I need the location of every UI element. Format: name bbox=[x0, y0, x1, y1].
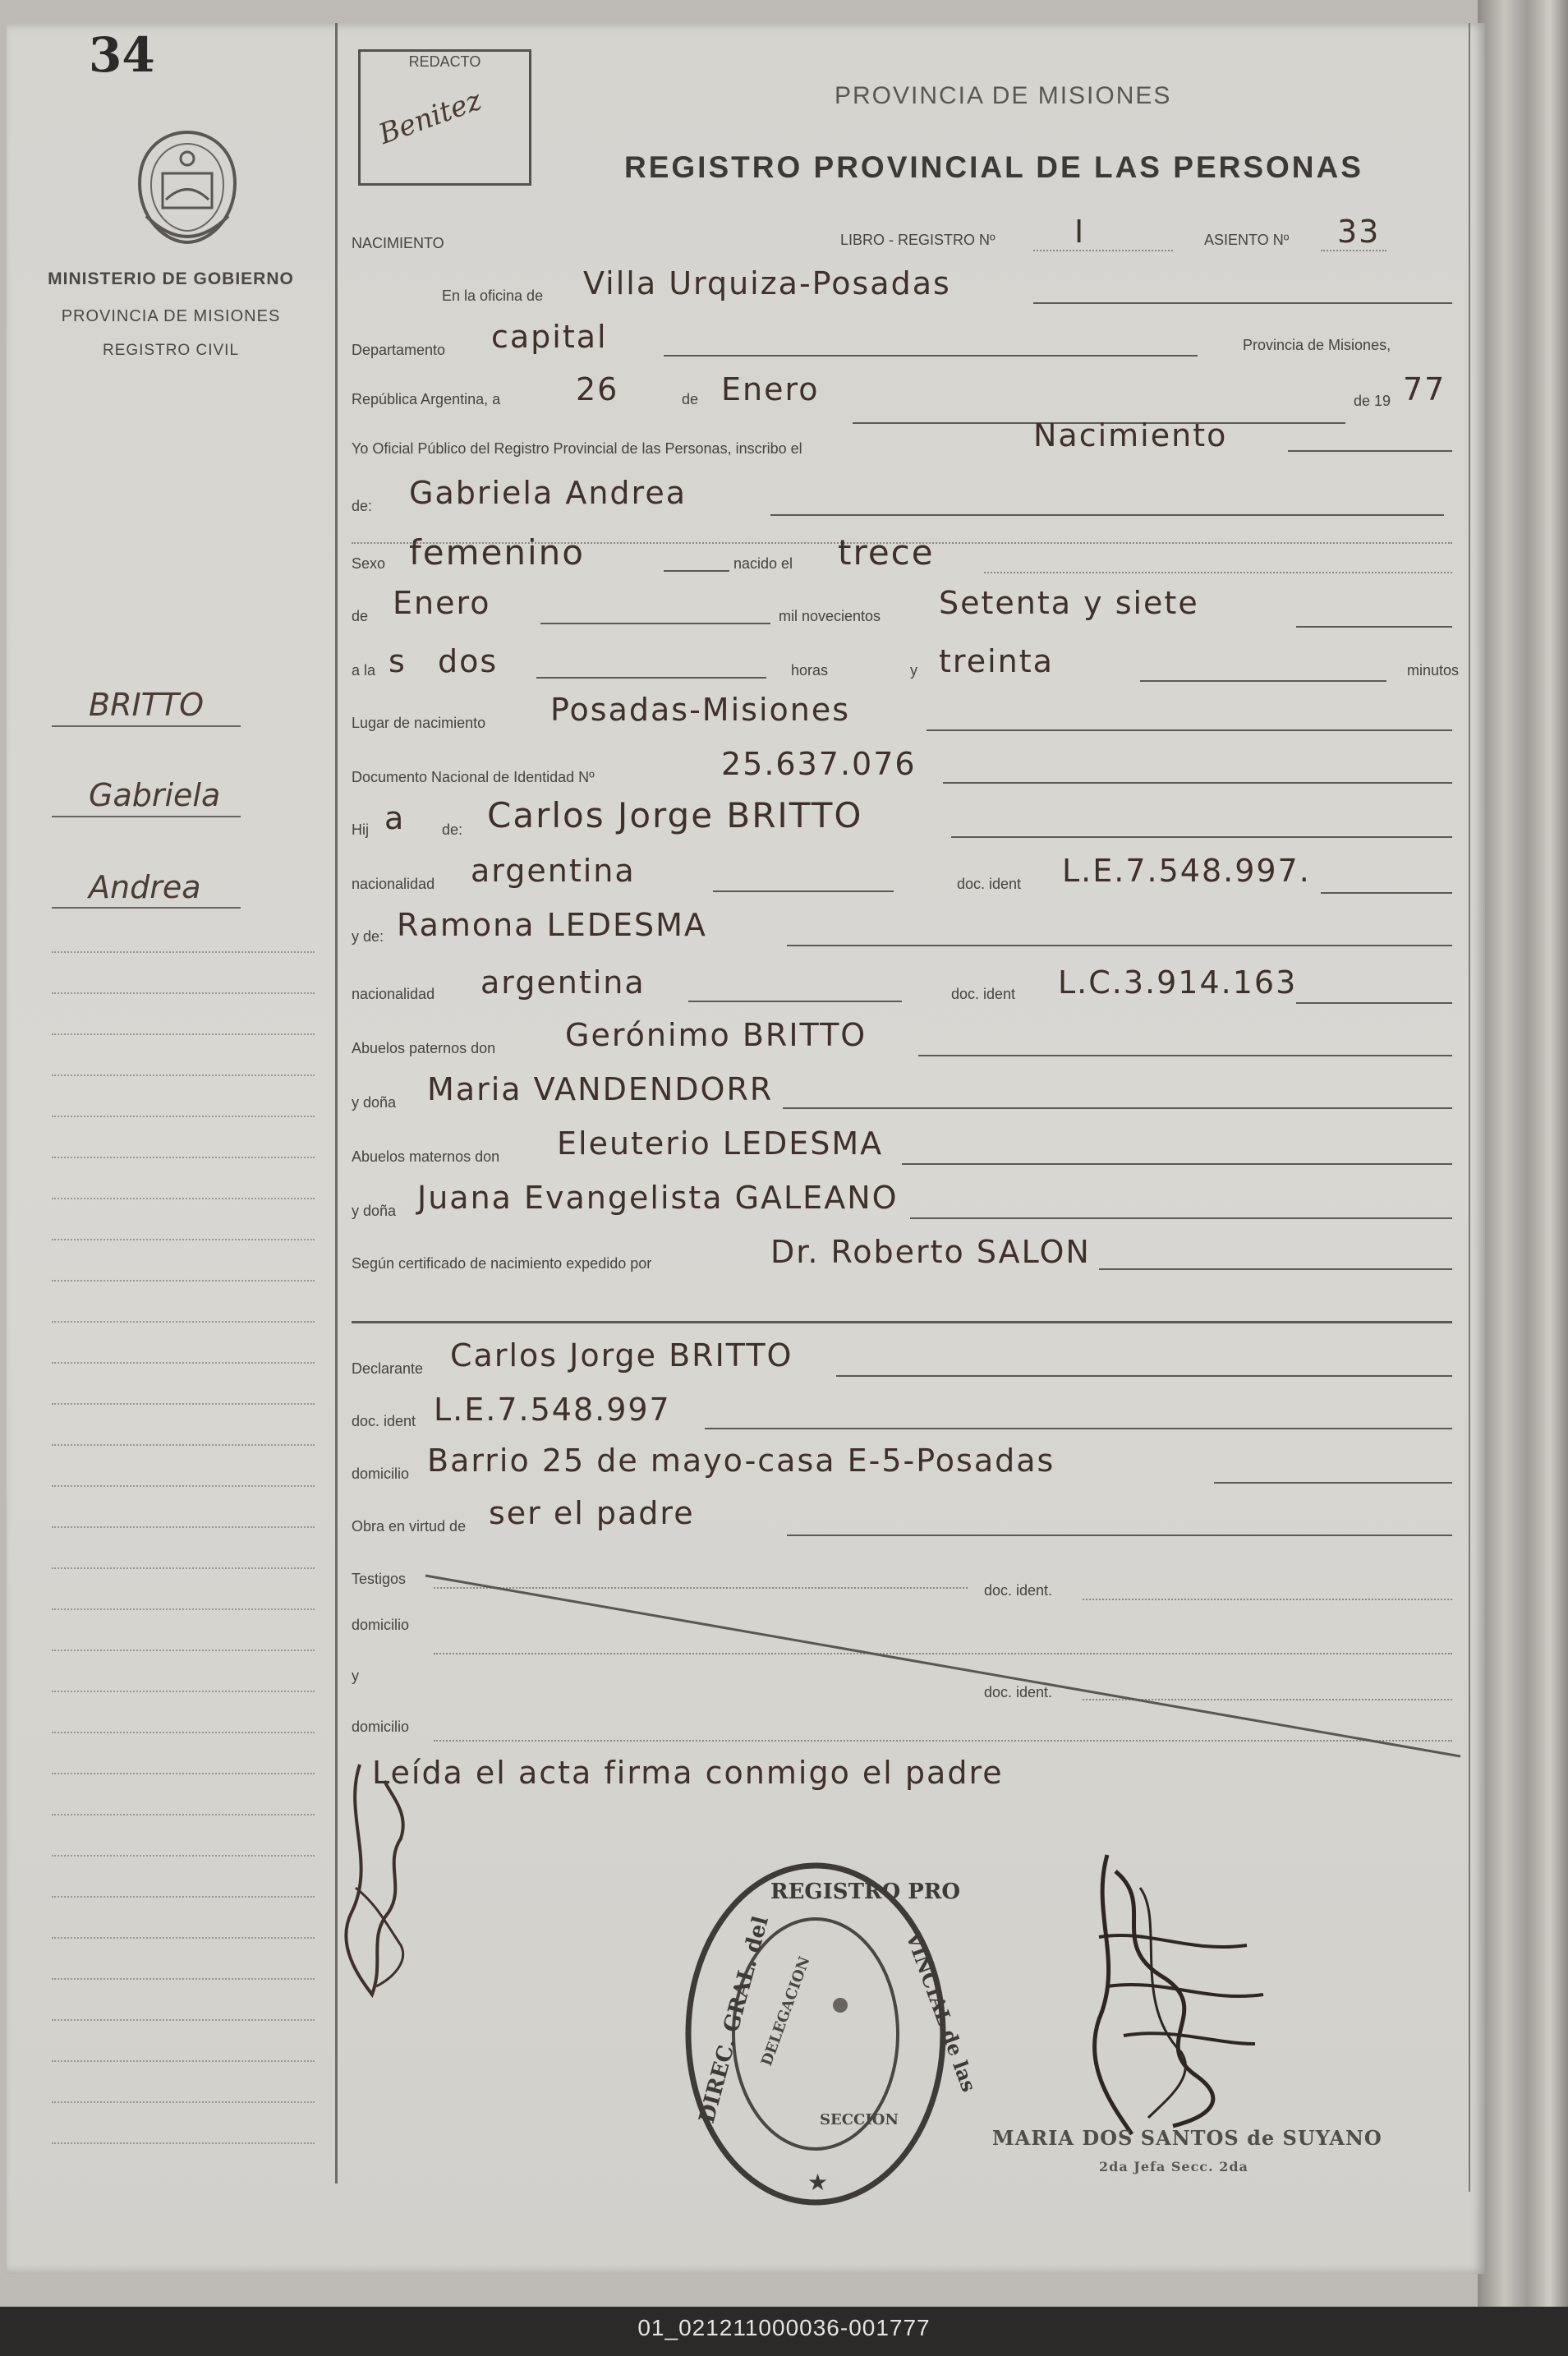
y-de-label: y de: bbox=[352, 928, 384, 945]
name-line bbox=[770, 514, 1444, 516]
nac-madre-label: nacionalidad bbox=[352, 986, 435, 1002]
dona-m-label: y doña bbox=[352, 1203, 397, 1219]
year-value: 77 bbox=[1403, 371, 1446, 407]
mil-label: mil novecientos bbox=[779, 608, 881, 624]
dni-value: 25.637.076 bbox=[721, 746, 917, 782]
declarante-line bbox=[836, 1375, 1452, 1377]
libro-value: I bbox=[1074, 214, 1086, 250]
alas-label: a la bbox=[352, 662, 376, 679]
margin-underline bbox=[52, 725, 241, 727]
nacimiento-label: NACIMIENTO bbox=[352, 235, 444, 251]
provincia-label: Provincia de Misiones, bbox=[1243, 337, 1391, 353]
signer-role: 2da Jefa Secc. 2da bbox=[1099, 2159, 1248, 2174]
libro-label: LIBRO - REGISTRO Nº bbox=[840, 232, 996, 248]
oficina-label: En la oficina de bbox=[442, 288, 544, 304]
svg-text:SECCION: SECCION bbox=[820, 2111, 899, 2128]
doc-decl-value: L.E.7.548.997 bbox=[434, 1392, 671, 1428]
record-page bbox=[7, 23, 1485, 2274]
padre-value: Carlos Jorge BRITTO bbox=[487, 795, 863, 835]
ministry-province: PROVINCIA DE MISIONES bbox=[61, 307, 281, 325]
dni-line bbox=[943, 782, 1452, 784]
declarante-label: Declarante bbox=[352, 1360, 424, 1377]
margin-surname: BRITTO bbox=[89, 687, 205, 723]
signer-stamp: MARIA DOS SANTOS de SUYANO bbox=[992, 2126, 1382, 2150]
abuelo-p-line bbox=[918, 1055, 1452, 1056]
leida-text: Leída el acta firma conmigo el padre bbox=[372, 1755, 1004, 1791]
doc-padre-value: L.E.7.548.997. bbox=[1062, 853, 1311, 889]
nacido-label: nacido el bbox=[733, 555, 793, 572]
oficial-value: Nacimiento bbox=[1033, 417, 1228, 453]
mes-nac-line bbox=[540, 623, 770, 624]
section-divider bbox=[352, 1321, 1452, 1323]
lugar-value: Posadas-Misiones bbox=[550, 692, 851, 728]
certificado-line bbox=[1099, 1268, 1452, 1270]
asiento-value: 33 bbox=[1337, 214, 1381, 250]
nac-padre-value: argentina bbox=[471, 853, 636, 889]
doc-madre-value: L.C.3.914.163 bbox=[1058, 964, 1298, 1001]
alas-suffix: s bbox=[389, 643, 407, 679]
hij-value: a bbox=[384, 800, 406, 836]
margin-underline bbox=[52, 816, 241, 817]
doc-decl-label: doc. ident bbox=[352, 1413, 416, 1429]
ministry-registry: REGISTRO CIVIL bbox=[102, 342, 240, 359]
horas-label: horas bbox=[791, 662, 829, 679]
abuela-m-line bbox=[910, 1217, 1452, 1219]
provincial-seal-icon bbox=[130, 126, 245, 249]
redacto-value: Benitez bbox=[375, 84, 486, 151]
de-year-label: de 19 bbox=[1354, 393, 1391, 409]
de-label: de bbox=[682, 391, 699, 407]
asiento-label: ASIENTO Nº bbox=[1204, 232, 1290, 248]
page-number: 34 bbox=[89, 27, 155, 83]
de-padre-label: de: bbox=[442, 821, 463, 838]
nacido-value: trece bbox=[838, 532, 935, 573]
doc-madre-line bbox=[1296, 1002, 1452, 1004]
mes-value: Enero bbox=[721, 371, 820, 407]
header-title: REGISTRO PROVINCIAL DE LAS PERSONAS bbox=[624, 150, 1363, 184]
abuela-m-value: Juana Evangelista GALEANO bbox=[417, 1180, 899, 1216]
minutos-line bbox=[1140, 680, 1386, 682]
svg-text:VINCIAL de las: VINCIAL de las bbox=[901, 1929, 982, 2096]
redacto-box bbox=[358, 49, 531, 186]
nac-madre-line bbox=[688, 1001, 902, 1002]
nac-padre-label: nacionalidad bbox=[352, 876, 435, 892]
doc-madre-label: doc. ident bbox=[951, 986, 1016, 1002]
testigos-cancel-line bbox=[417, 1567, 1469, 1765]
libro-line bbox=[1033, 250, 1173, 251]
lugar-label: Lugar de nacimiento bbox=[352, 715, 486, 731]
sexo-label: Sexo bbox=[352, 555, 386, 572]
minutos-value: treinta bbox=[939, 643, 1054, 679]
y2-label: y bbox=[352, 1668, 359, 1684]
oficial-line bbox=[1288, 450, 1452, 452]
oficina-line bbox=[1033, 302, 1452, 304]
abuelo-m-value: Eleuterio LEDESMA bbox=[557, 1125, 884, 1162]
svg-text:DELEGACION: DELEGACION bbox=[757, 1954, 814, 2068]
domicilio3-label: domicilio bbox=[352, 1719, 410, 1735]
margin-first-name: Gabriela bbox=[89, 777, 221, 813]
declarante-value: Carlos Jorge BRITTO bbox=[450, 1337, 793, 1374]
dia-value: 26 bbox=[576, 371, 619, 407]
doc-padre-line bbox=[1321, 892, 1452, 894]
abuela-p-line bbox=[783, 1107, 1452, 1109]
mil-value: Setenta y siete bbox=[939, 585, 1199, 621]
madre-value: Ramona LEDESMA bbox=[397, 907, 707, 943]
page-edges bbox=[1478, 0, 1568, 2307]
minutos-label: minutos bbox=[1407, 662, 1460, 679]
de-name-label: de: bbox=[352, 498, 373, 514]
margin-underline bbox=[52, 907, 241, 909]
document-id: 01_021211000036-001777 bbox=[637, 2315, 931, 2340]
de-mes-label: de bbox=[352, 608, 369, 624]
svg-text:★: ★ bbox=[807, 2169, 829, 2196]
republica-label: República Argentina, a bbox=[352, 391, 501, 407]
nacido-line bbox=[984, 572, 1452, 573]
obra-line bbox=[787, 1535, 1452, 1536]
margin-middle-name: Andrea bbox=[89, 869, 201, 905]
doc-ident2-label: doc. ident. bbox=[984, 1684, 1053, 1700]
oficina-value: Villa Urquiza-Posadas bbox=[583, 265, 951, 301]
doc-decl-line bbox=[705, 1428, 1452, 1429]
svg-text:REGISTRO PRO: REGISTRO PRO bbox=[770, 1880, 961, 1904]
domicilio-label: domicilio bbox=[352, 1466, 410, 1482]
redacto-label: REDACTO bbox=[408, 53, 481, 70]
horas-line bbox=[536, 677, 766, 679]
name-value: Gabriela Andrea bbox=[409, 475, 687, 511]
certificado-label: Según certificado de nacimiento expedido por bbox=[352, 1255, 652, 1272]
madre-line bbox=[787, 945, 1452, 946]
certificado-value: Dr. Roberto SALON bbox=[770, 1234, 1091, 1270]
sexo-line bbox=[664, 570, 729, 572]
nac-padre-line bbox=[713, 890, 894, 892]
abuelo-p-value: Gerónimo BRITTO bbox=[565, 1017, 867, 1053]
doc-padre-label: doc. ident bbox=[957, 876, 1022, 892]
hij-label: Hij bbox=[352, 821, 369, 838]
domicilio-line bbox=[1214, 1482, 1452, 1484]
departamento-line bbox=[664, 355, 1198, 357]
departamento-value: capital bbox=[491, 319, 608, 355]
sexo-value: femenino bbox=[409, 532, 585, 573]
horas-value: dos bbox=[438, 643, 499, 679]
mes-nac-value: Enero bbox=[393, 585, 491, 621]
registry-stamp-icon bbox=[680, 1853, 982, 2215]
obra-label: Obra en virtud de bbox=[352, 1518, 467, 1535]
departamento-label: Departamento bbox=[352, 342, 446, 358]
asiento-line bbox=[1321, 250, 1386, 251]
domicilio2-label: domicilio bbox=[352, 1617, 410, 1633]
nac-madre-value: argentina bbox=[481, 964, 646, 1001]
lugar-line bbox=[927, 729, 1452, 731]
dni-label: Documento Nacional de Identidad Nº bbox=[352, 769, 595, 785]
official-signature-icon bbox=[327, 1748, 434, 2011]
oficial-label: Yo Oficial Público del Registro Provincial de las Personas, inscribo el bbox=[352, 440, 802, 457]
testigos-label: Testigos bbox=[352, 1571, 407, 1587]
page-right-rule bbox=[1469, 23, 1470, 2192]
doc-ident-label: doc. ident. bbox=[984, 1582, 1053, 1599]
dona-p-label: y doña bbox=[352, 1094, 397, 1111]
ministry-name: MINISTERIO DE GOBIERNO bbox=[48, 269, 294, 288]
svg-text:DIREC. GRAL. del: DIREC. GRAL. del bbox=[694, 1913, 774, 2126]
mil-line bbox=[1296, 626, 1452, 628]
y-label: y bbox=[910, 662, 917, 679]
abuelos-p-label: Abuelos paternos don bbox=[352, 1040, 496, 1056]
padre-line bbox=[951, 836, 1452, 838]
domicilio-value: Barrio 25 de mayo-casa E-5-Posadas bbox=[427, 1443, 1055, 1479]
obra-value: ser el padre bbox=[489, 1495, 695, 1531]
abuela-p-value: Maria VANDENDORR bbox=[427, 1071, 774, 1107]
declarant-signature-icon bbox=[1058, 1838, 1288, 2151]
abuelos-m-label: Abuelos maternos don bbox=[352, 1148, 500, 1165]
abuelo-m-line bbox=[902, 1163, 1452, 1165]
header-province: PROVINCIA DE MISIONES bbox=[835, 82, 1172, 109]
